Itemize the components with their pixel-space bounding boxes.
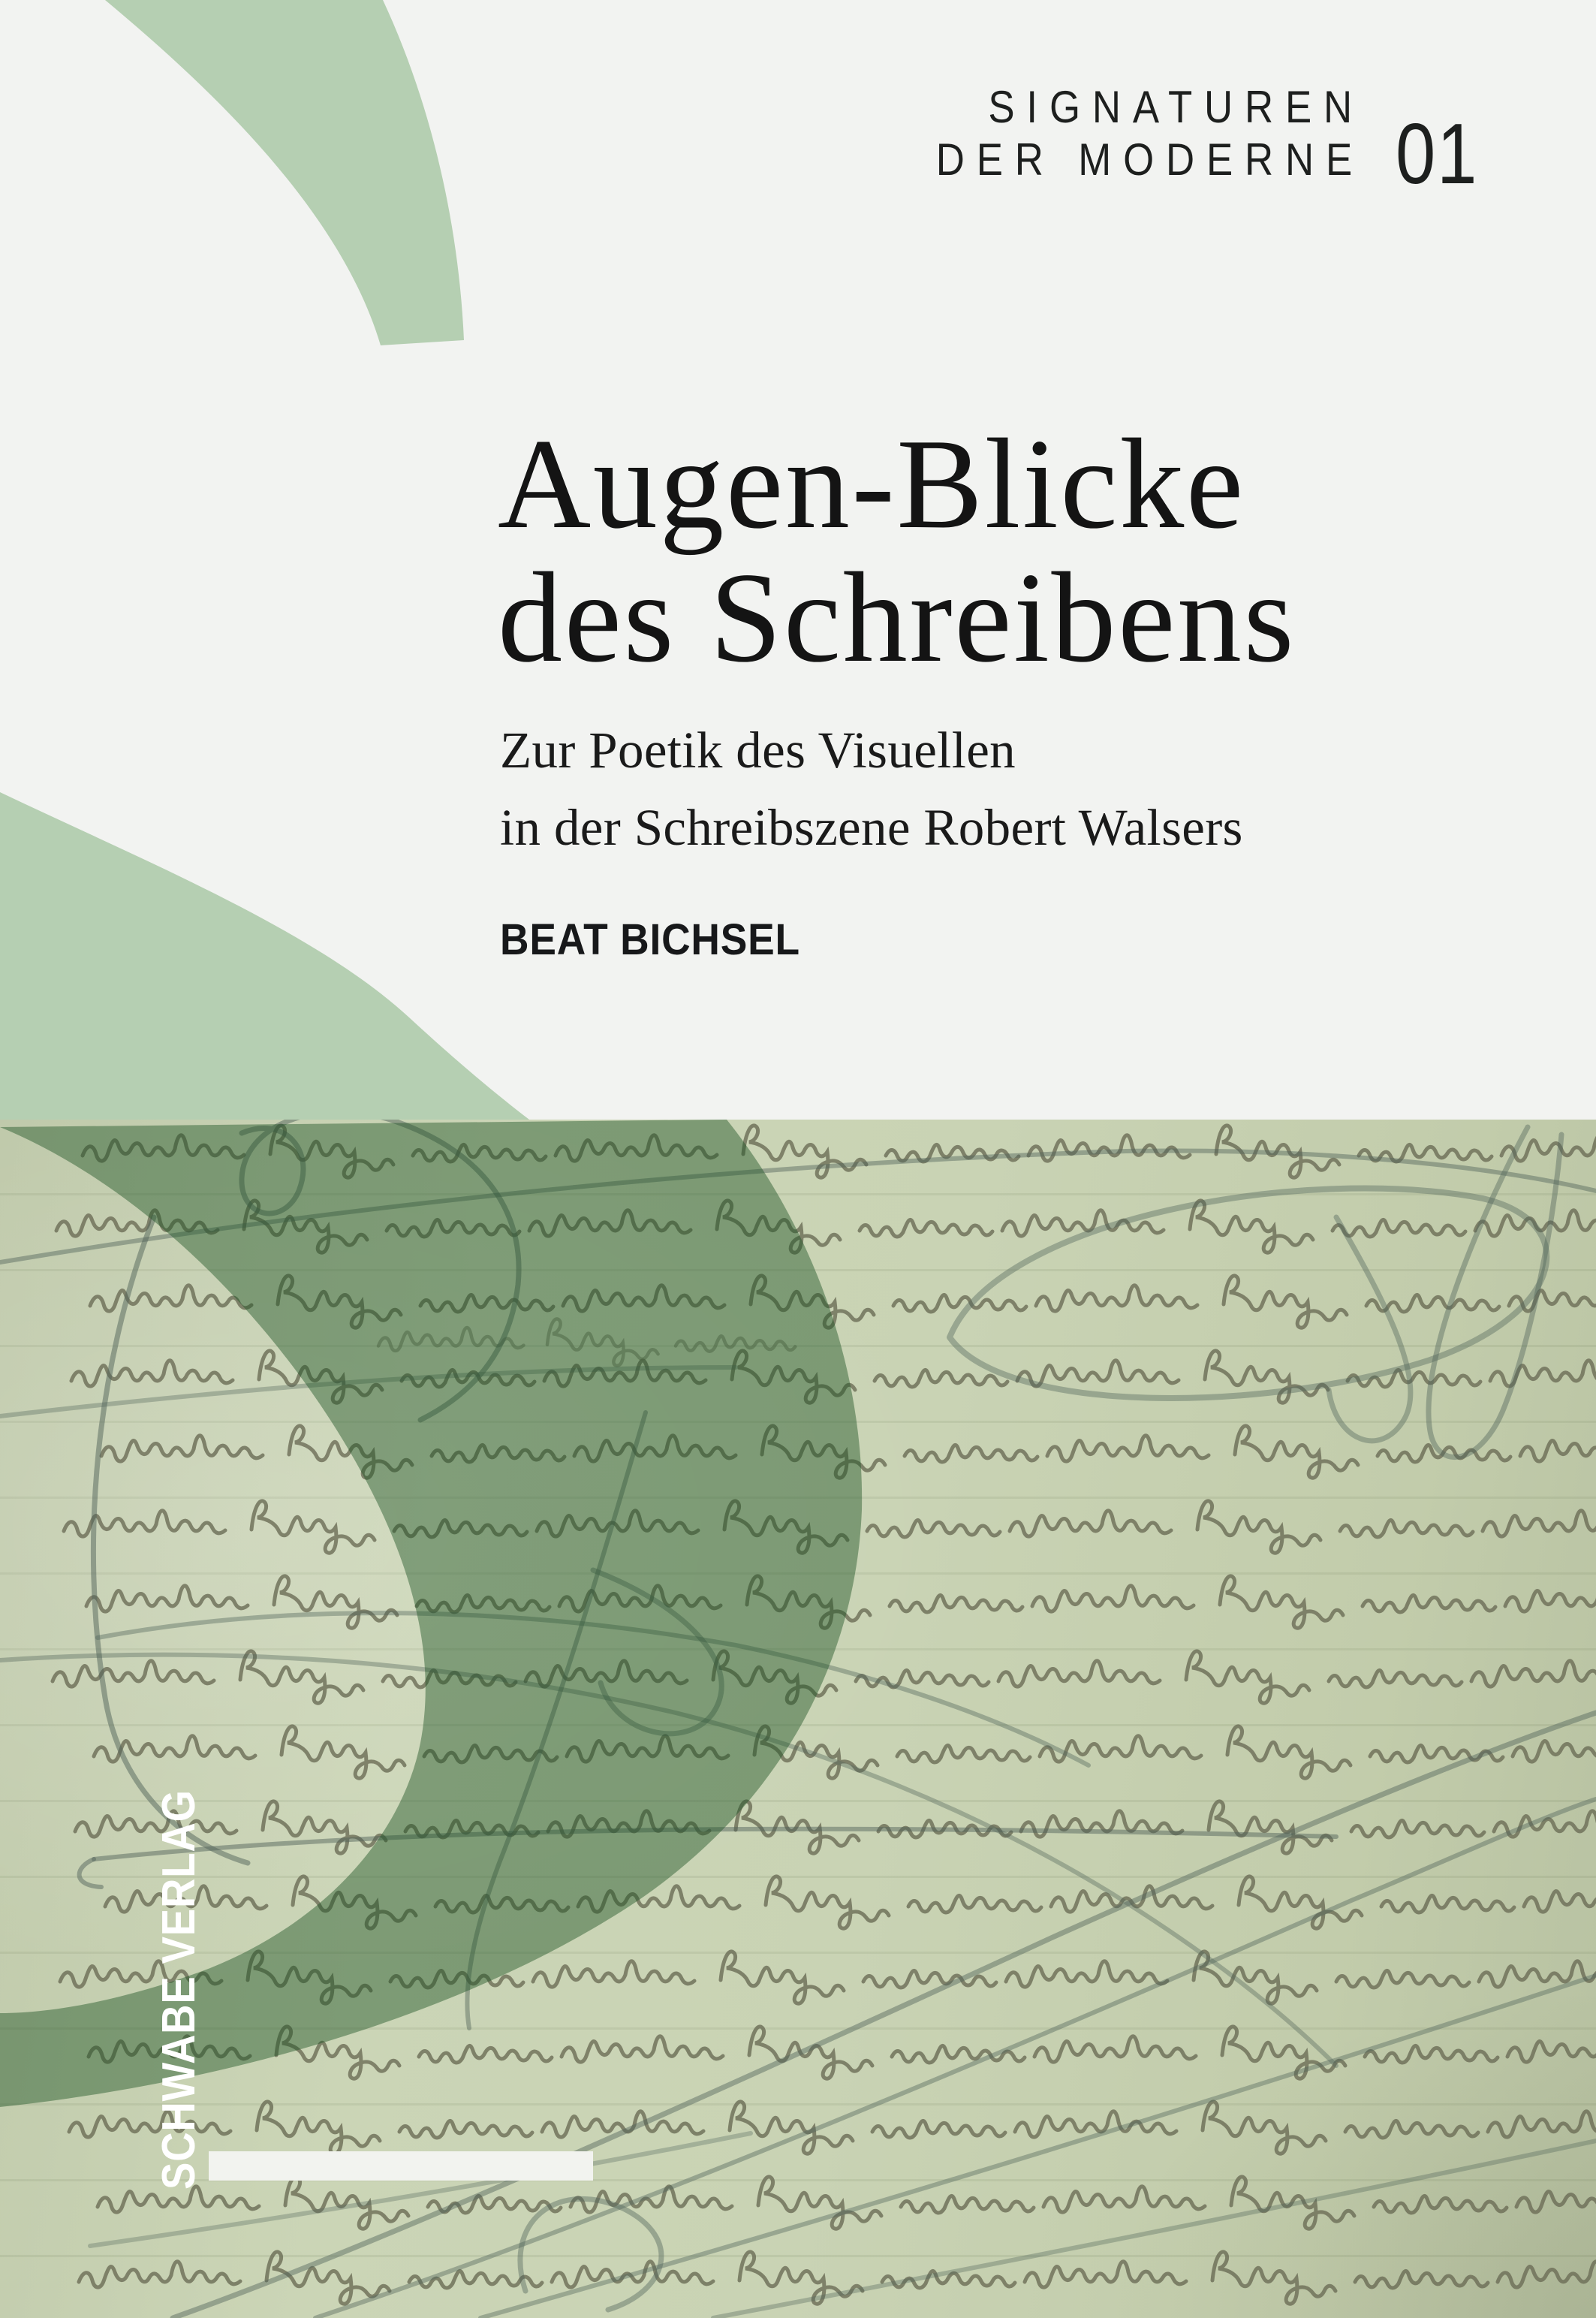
publisher-bar bbox=[209, 2151, 593, 2181]
cover-top-section bbox=[0, 0, 1596, 1120]
book-title bbox=[498, 413, 1296, 689]
publisher-name: SCHWABE VERLAG bbox=[153, 1789, 205, 2190]
manuscript-image bbox=[0, 1120, 1596, 2318]
s-glyph-top-arm bbox=[105, 0, 464, 345]
manuscript-photo bbox=[0, 1120, 1596, 2318]
s-glyph-overlay bbox=[0, 1120, 862, 2107]
publisher-logo bbox=[152, 1735, 206, 2190]
book-title-line2: des Schreibens bbox=[498, 547, 1296, 689]
series-badge bbox=[878, 81, 1494, 202]
book-subtitle-line1: Zur Poetik des Visuellen bbox=[500, 722, 1016, 779]
series-title-line1: SIGNATUREN bbox=[987, 82, 1364, 132]
book-subtitle-line2: in der Schreibszene Robert Walsers bbox=[500, 799, 1243, 856]
s-glyph-spine bbox=[0, 792, 529, 1120]
series-number: 01 bbox=[1395, 107, 1478, 202]
author-name: BEAT BICHSEL bbox=[500, 915, 800, 964]
book-title-line1: Augen-Blicke bbox=[498, 413, 1245, 556]
book-subtitle bbox=[500, 712, 1243, 867]
series-title bbox=[935, 81, 1363, 186]
series-title-line2: DER MODERNE bbox=[935, 134, 1364, 185]
